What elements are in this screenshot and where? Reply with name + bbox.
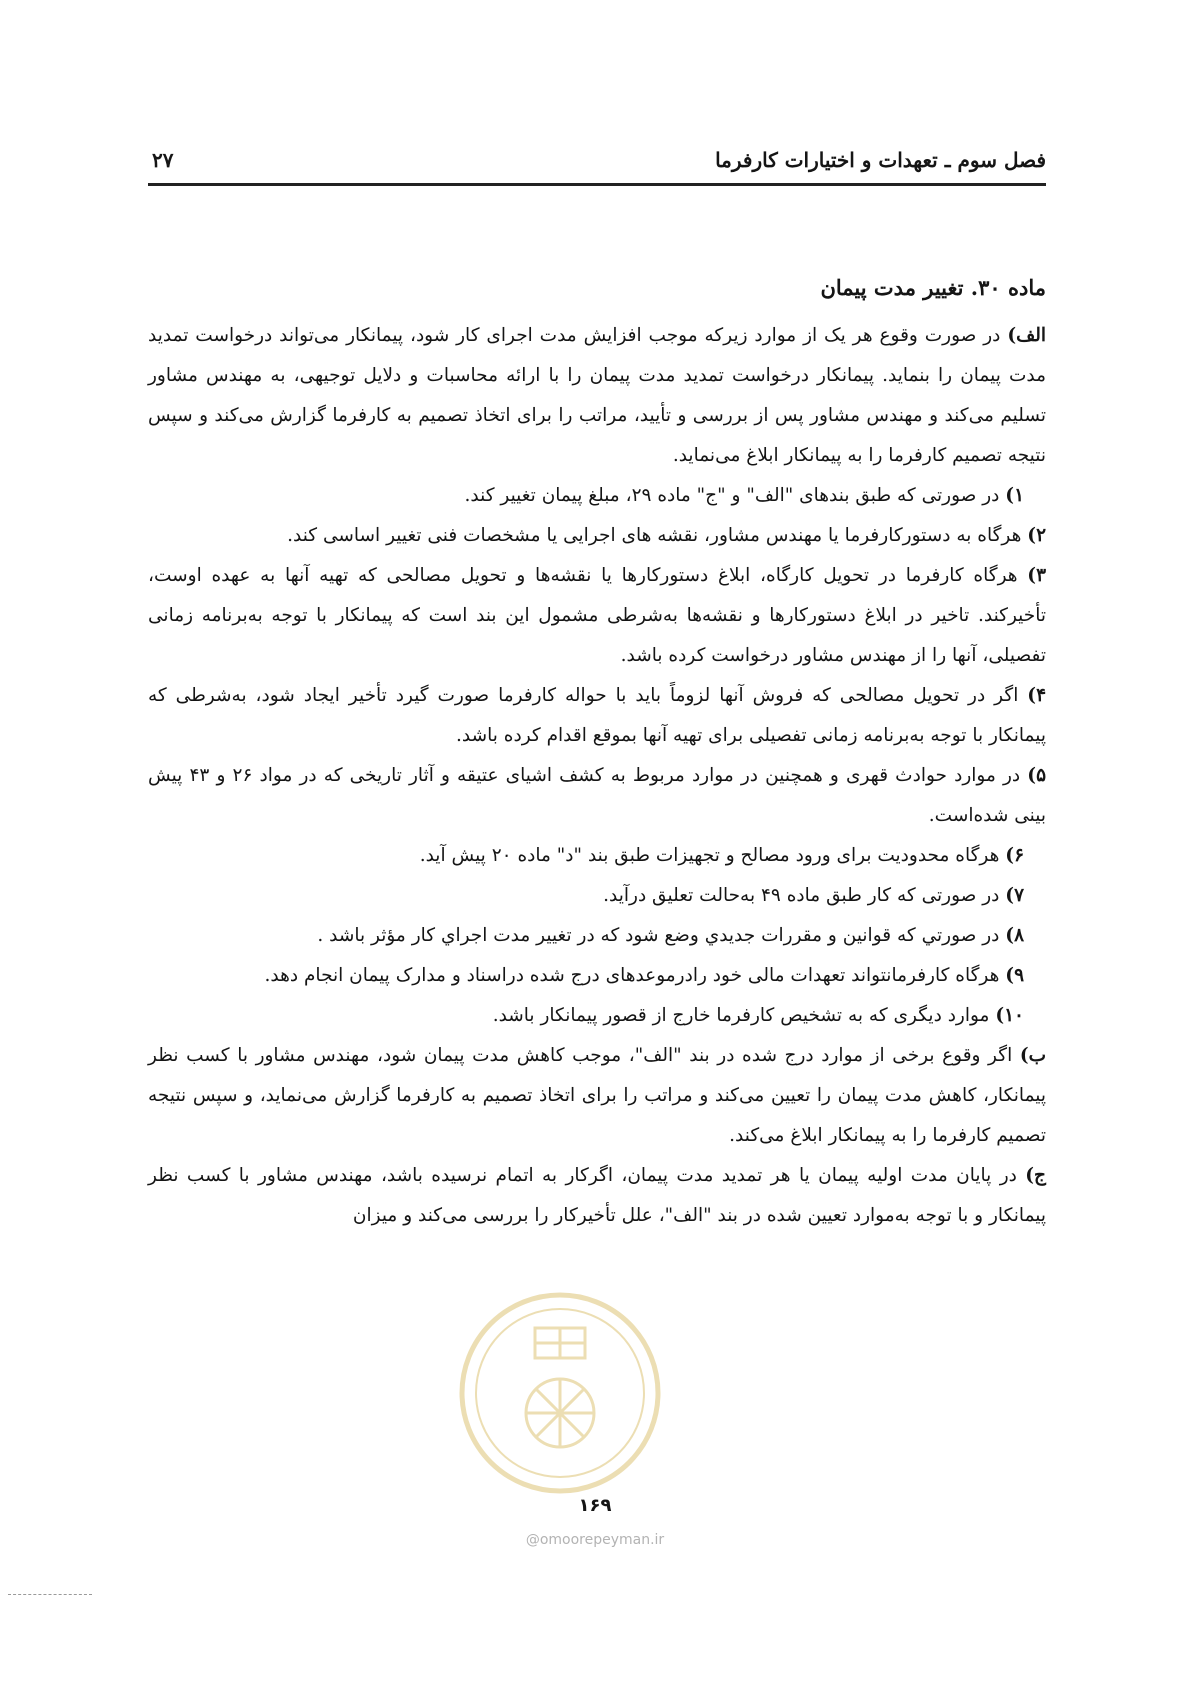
item-text: در صورتي كه قوانين و مقررات جديدي وضع شود كه در تغيير مدت اجراي كار مؤثر باشد . [317,925,1000,946]
item-number: ۵) [1027,765,1046,786]
item-text: هرگاه کارفرمانتواند تعهدات مالی خود رادرموعدهای درج شده دراسناد و مدارک پیمان انجام دهد. [264,965,1000,986]
list-item [148,676,1046,756]
paragraph-b [148,1036,1046,1156]
paragraph-a-text: در صورت وقوع هر یک از موارد زیرکه موجب افزایش مدت اجرای کار شود، پیمانکار می‌تواند درخواست تمدید مدت پیمان را بنماید. پیمانکار درخواست تمدید مدت پیمان را با ارائه محاسبات و دلایل توجیهی، به مهندس مشاور تسلیم می‌کند و مهندس مشاور پس از بررسی و تأیید، مراتب را برای اتخاذ تصمیم به کارفرما گزارش می‌کند و سپس نتیجه تصمیم کارفرما را به پیمانکار ابلاغ می‌نماید. [148,325,1046,466]
article-title: ماده ۳۰. تغییر مدت پیمان [820,275,1046,300]
paragraph-a-label: الف) [1007,325,1046,346]
item-number: ۳) [1027,565,1046,586]
item-text: هرگاه به دستورکارفرما یا مهندس مشاور، نقشه های اجرایی یا مشخصات فنی تغییر اساسی کند. [287,525,1022,546]
list-item [148,996,1046,1036]
list-item [148,516,1046,556]
header-divider [148,183,1046,186]
footer-page-number: ۱۶۹ [578,1495,612,1516]
running-header [148,140,1046,180]
item-number: ۲) [1027,525,1046,546]
paragraph-a [148,316,1046,476]
item-number: ۷) [1005,885,1024,906]
list-item [148,956,1046,996]
paragraph-b-text: اگر وقوع برخی از موارد درج شده در بند "الف"، موجب کاهش مدت پیمان شود، مهندس مشاور با کسب نظر پیمانکار، کاهش مدت پیمان را تعیین می‌کند و مراتب را برای اتخاذ تصمیم به کارفرما گزارش می‌نماید، و سپس نتیجه تصمیم کارفرما را به پیمانکار ابلاغ می‌کند. [148,1045,1046,1146]
list-item [148,476,1046,516]
scan-corner-mark [8,1594,92,1595]
paragraph-b-label: ب) [1019,1045,1046,1066]
list-item [148,836,1046,876]
item-text: اگر در تحویل مصالحی که فروش آنها لزوماً باید با حواله کارفرما صورت گیرد تأخیر ایجاد شود، به‌شرطی که پیمانکار با توجه به‌برنامه زمانی تفصیلی برای تهیه آنها بموقع اقدام کرده باشد. [148,685,1046,746]
watermark-url: @omoorepeyman.ir [525,1532,665,1548]
paragraph-c [148,1156,1046,1236]
list-item [148,876,1046,916]
list-item [148,916,1046,956]
item-number: ۱۰) [995,1005,1024,1026]
item-text: در موارد حوادث قهری و همچنین در موارد مربوط به کشف اشیای عتیقه و آثار تاریخی که در مواد ۲۶ و ۴۳ پیش بینی شده‌است. [148,765,1046,826]
item-text: هرگاه کارفرما در تحویل کارگاه، ابلاغ دستورکارها یا نقشه‌ها و تحویل مصالحی که تهیه آنها به عهده اوست، تأخیرکند. تاخیر در ابلاغ دستورکارها و نقشه‌ها به‌شرطی مشمول این بند است که پیمانکار با توجه به‌برنامه زمانی تفصیلی، آنها را از مهندس مشاور درخواست کرده باشد. [148,565,1046,666]
item-number: ۹) [1005,965,1024,986]
item-number: ۱) [1005,485,1024,506]
article-body [148,268,1046,1236]
list-item [148,556,1046,676]
paragraph-c-text: در پایان مدت اولیه پیمان یا هر تمدید مدت پیمان، اگرکار به اتمام نرسیده باشد، مهندس مشاور با کسب نظر پیمانکار و با توجه به‌موارد تعیین شده در بند "الف"، علل تأخیرکار را بررسی می‌کند و میزان [148,1165,1046,1226]
item-number: ۶) [1005,845,1024,866]
item-number: ۴) [1027,685,1046,706]
item-number: ۸) [1005,925,1024,946]
item-text: در صورتی که طبق بندهای "الف" و "ج" ماده ۲۹، مبلغ پیمان تغییر کند. [464,485,1000,506]
chapter-title: فصل سوم ـ تعهدات و اختیارات کارفرما [715,148,1046,172]
item-text: هرگاه محدودیت برای ورود مصالح و تجهیزات طبق بند "د" ماده ۲۰ پیش آید. [419,845,1000,866]
item-text: در صورتی که کار طبق ماده ۴۹ به‌حالت تعلیق درآید. [603,885,1000,906]
seal-watermark-icon [455,1288,665,1498]
paragraph-c-label: ج) [1025,1165,1046,1186]
item-text: موارد دیگری که به تشخیص کارفرما خارج از قصور پیمانکار باشد. [492,1005,990,1026]
list-item [148,756,1046,836]
header-page-number: ۲۷ [152,148,174,172]
